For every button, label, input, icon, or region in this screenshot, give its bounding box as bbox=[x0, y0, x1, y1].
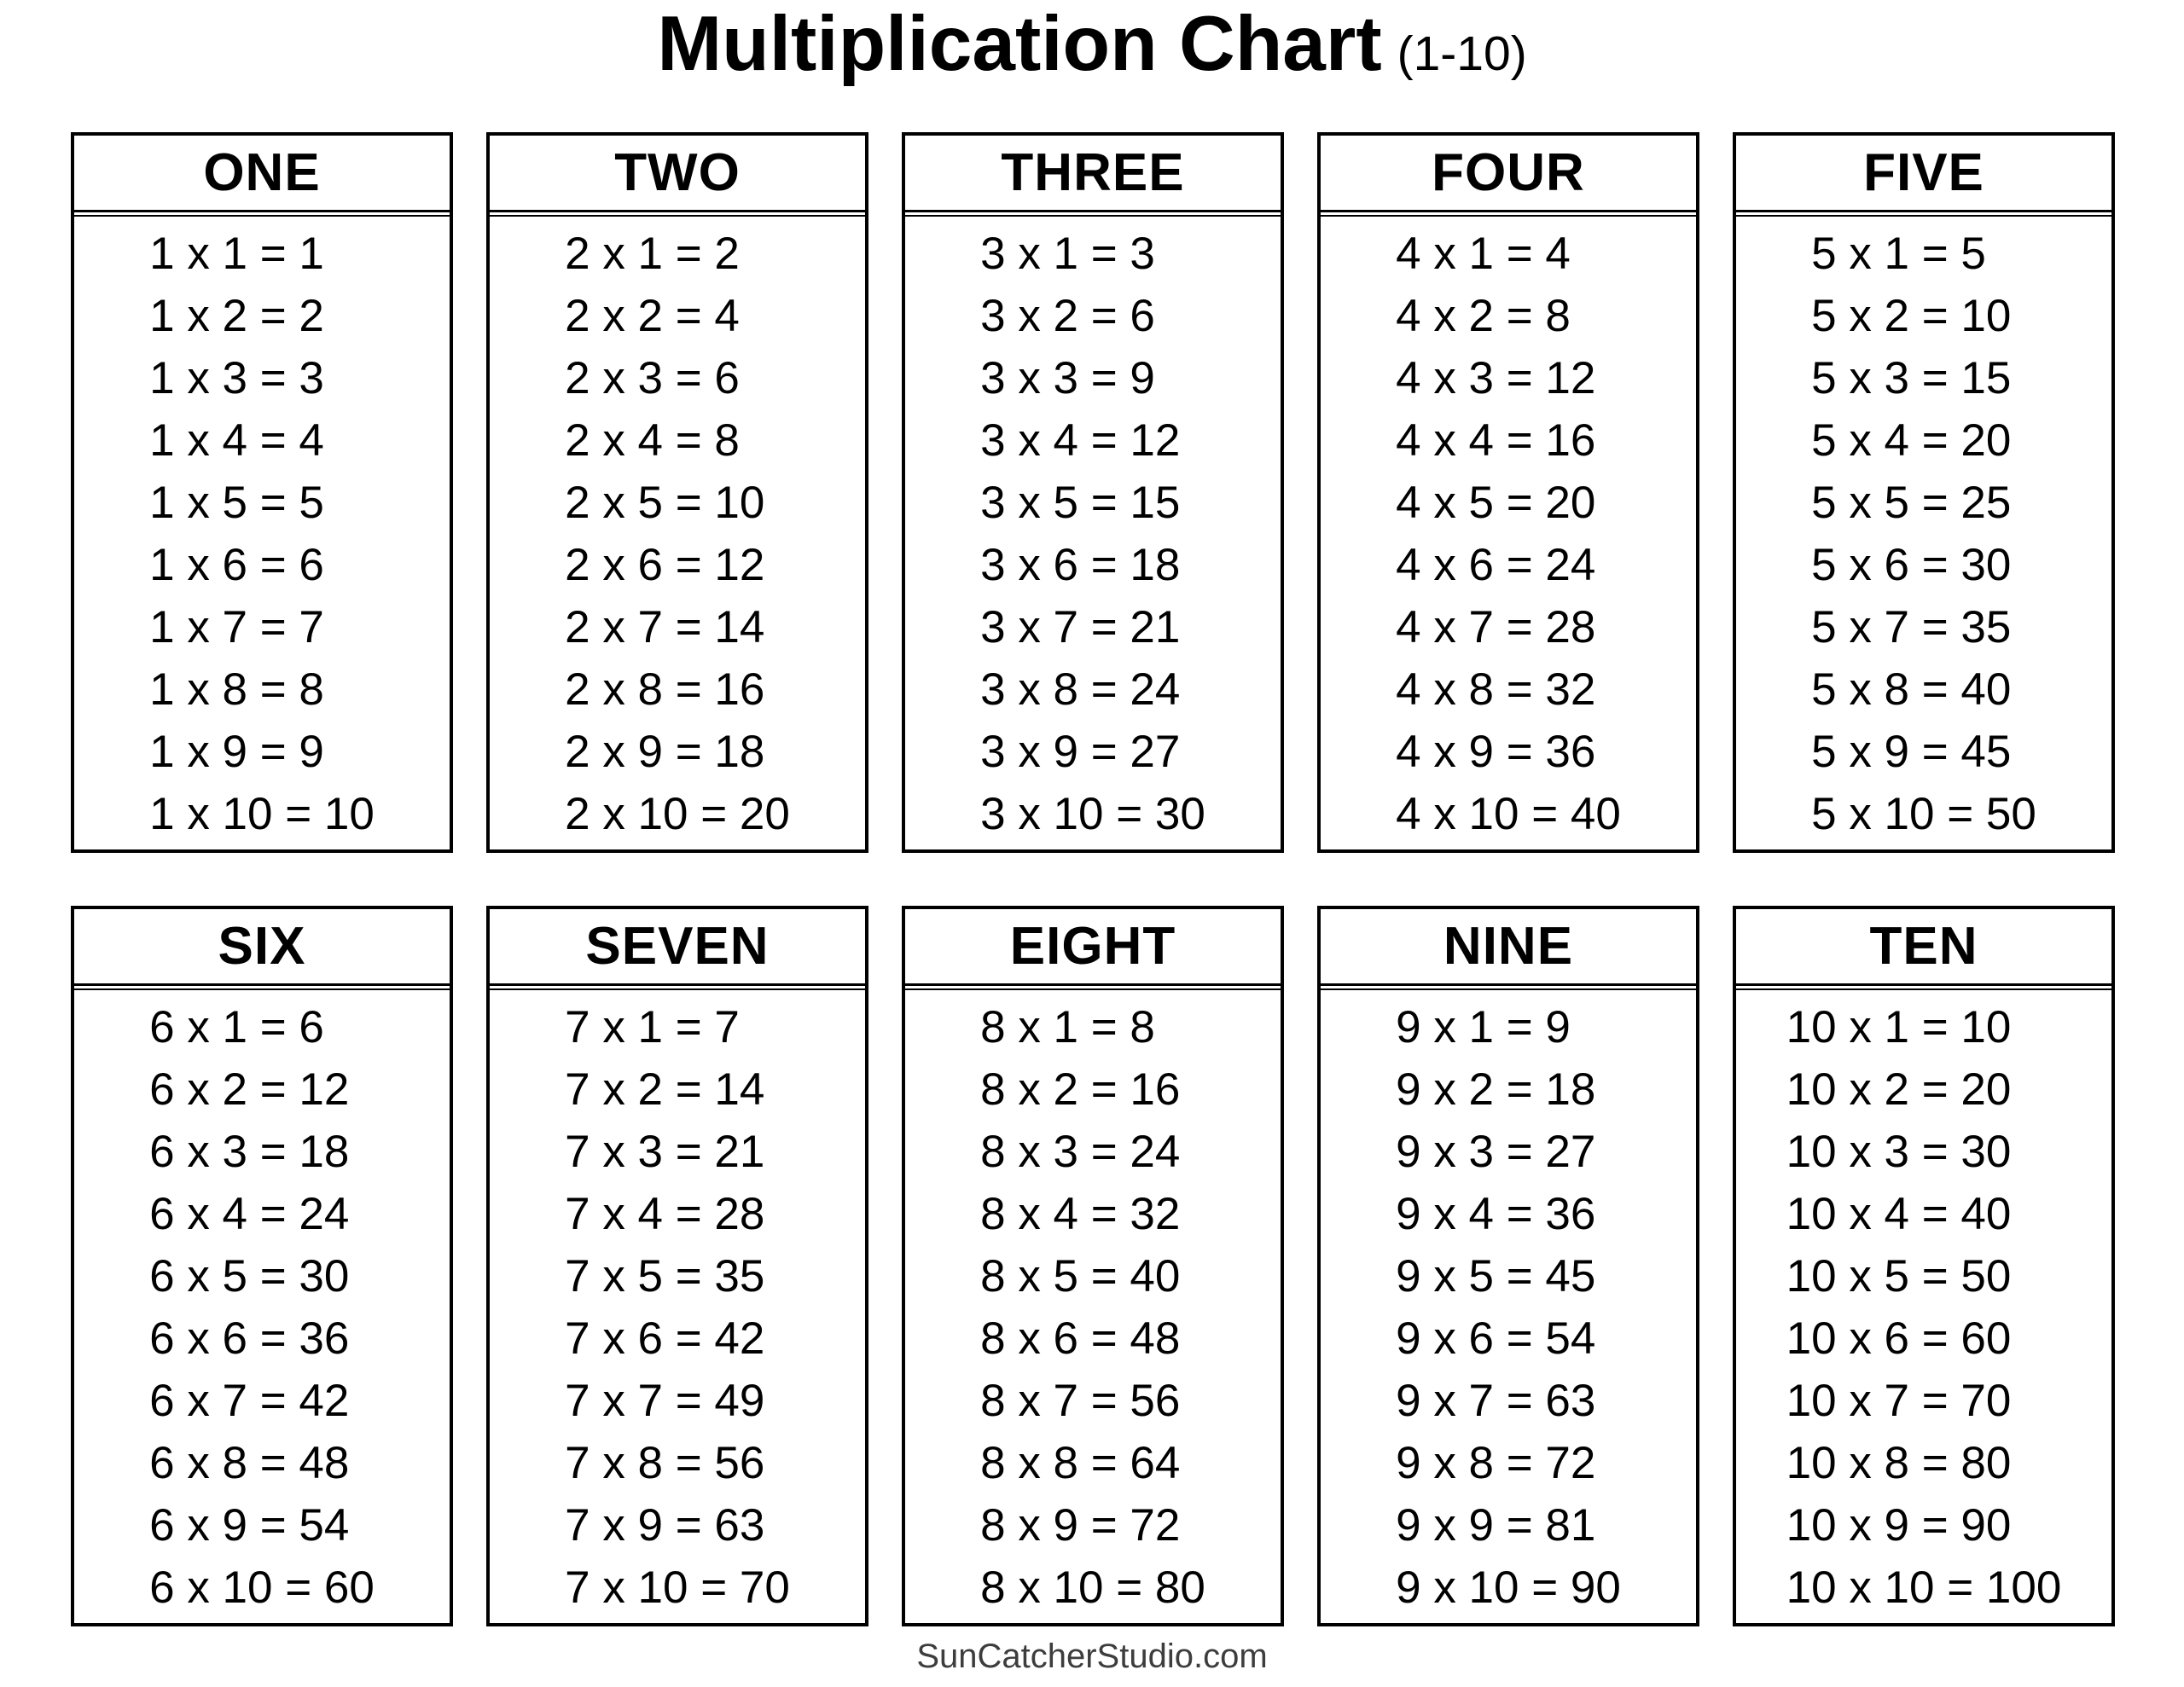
equation-row: 2 x 7 = 14 bbox=[565, 602, 765, 652]
equation-row: 1 x 10 = 10 bbox=[149, 789, 375, 839]
equation-row: 4 x 9 = 36 bbox=[1396, 727, 1596, 777]
equation-row: 10 x 6 = 60 bbox=[1786, 1313, 2012, 1364]
card-equations bbox=[1736, 988, 2111, 1623]
equation-row: 5 x 7 = 35 bbox=[1811, 602, 2012, 652]
times-table-card bbox=[902, 132, 1284, 853]
times-table-card bbox=[71, 132, 453, 853]
equation-row: 1 x 4 = 4 bbox=[149, 415, 324, 466]
equation-row: 1 x 7 = 7 bbox=[149, 602, 324, 652]
equation-row: 9 x 1 = 9 bbox=[1396, 1002, 1571, 1052]
card-equations bbox=[1736, 215, 2111, 849]
equation-row: 8 x 1 = 8 bbox=[980, 1002, 1155, 1052]
times-table-card bbox=[1317, 906, 1699, 1626]
equation-row: 3 x 1 = 3 bbox=[980, 229, 1155, 279]
equation-row: 9 x 9 = 81 bbox=[1396, 1500, 1596, 1551]
equation-row: 3 x 10 = 30 bbox=[980, 789, 1205, 839]
equation-row: 9 x 6 = 54 bbox=[1396, 1313, 1596, 1364]
equation-row: 6 x 4 = 24 bbox=[149, 1189, 350, 1239]
equation-row: 8 x 6 = 48 bbox=[980, 1313, 1181, 1364]
card-equations bbox=[74, 988, 450, 1623]
card-equations bbox=[1321, 988, 1696, 1623]
equation-row: 7 x 5 = 35 bbox=[565, 1251, 765, 1301]
card-equations bbox=[490, 988, 865, 1623]
equation-row: 8 x 4 = 32 bbox=[980, 1189, 1181, 1239]
equation-row: 4 x 2 = 8 bbox=[1396, 291, 1571, 341]
equation-row: 8 x 5 = 40 bbox=[980, 1251, 1181, 1301]
equation-row: 5 x 6 = 30 bbox=[1811, 540, 2012, 590]
equation-row: 4 x 1 = 4 bbox=[1396, 229, 1571, 279]
equation-row: 6 x 2 = 12 bbox=[149, 1064, 350, 1115]
equation-row: 5 x 3 = 15 bbox=[1811, 353, 2012, 403]
equation-row: 5 x 1 = 5 bbox=[1811, 229, 1986, 279]
equation-block bbox=[1786, 996, 2062, 1619]
equation-row: 6 x 7 = 42 bbox=[149, 1376, 350, 1426]
equation-block bbox=[980, 996, 1205, 1619]
equation-row: 5 x 9 = 45 bbox=[1811, 727, 2012, 777]
equation-row: 10 x 9 = 90 bbox=[1786, 1500, 2012, 1551]
page-title-main: Multiplication Chart bbox=[657, 1, 1382, 87]
times-table-card bbox=[1733, 906, 2115, 1626]
equation-row: 10 x 5 = 50 bbox=[1786, 1251, 2012, 1301]
equation-row: 6 x 1 = 6 bbox=[149, 1002, 324, 1052]
equation-block bbox=[565, 996, 790, 1619]
equation-row: 4 x 3 = 12 bbox=[1396, 353, 1596, 403]
card-title: FOUR bbox=[1321, 136, 1696, 212]
equation-row: 10 x 2 = 20 bbox=[1786, 1064, 2012, 1115]
page-title bbox=[0, 0, 2184, 102]
equation-row: 7 x 10 = 70 bbox=[565, 1562, 790, 1613]
equation-row: 8 x 9 = 72 bbox=[980, 1500, 1181, 1551]
equation-row: 9 x 8 = 72 bbox=[1396, 1438, 1596, 1488]
equation-row: 4 x 5 = 20 bbox=[1396, 478, 1596, 528]
equation-row: 8 x 3 = 24 bbox=[980, 1127, 1181, 1177]
equation-row: 4 x 7 = 28 bbox=[1396, 602, 1596, 652]
equation-row: 7 x 7 = 49 bbox=[565, 1376, 765, 1426]
equation-row: 10 x 4 = 40 bbox=[1786, 1189, 2012, 1239]
equation-block bbox=[980, 223, 1205, 845]
equation-row: 9 x 2 = 18 bbox=[1396, 1064, 1596, 1115]
card-equations bbox=[74, 215, 450, 849]
equation-row: 2 x 1 = 2 bbox=[565, 229, 740, 279]
equation-row: 4 x 8 = 32 bbox=[1396, 664, 1596, 715]
equation-row: 7 x 9 = 63 bbox=[565, 1500, 765, 1551]
equation-row: 1 x 9 = 9 bbox=[149, 727, 324, 777]
equation-row: 7 x 8 = 56 bbox=[565, 1438, 765, 1488]
card-title: NINE bbox=[1321, 909, 1696, 986]
equation-block bbox=[565, 223, 790, 845]
card-title: EIGHT bbox=[905, 909, 1281, 986]
equation-row: 1 x 8 = 8 bbox=[149, 664, 324, 715]
equation-row: 2 x 2 = 4 bbox=[565, 291, 740, 341]
equation-row: 1 x 6 = 6 bbox=[149, 540, 324, 590]
equation-row: 2 x 10 = 20 bbox=[565, 789, 790, 839]
page-title-range: (1-10) bbox=[1397, 26, 1527, 81]
card-equations bbox=[905, 988, 1281, 1623]
equation-block bbox=[1811, 223, 2036, 845]
equation-row: 9 x 4 = 36 bbox=[1396, 1189, 1596, 1239]
equation-row: 2 x 6 = 12 bbox=[565, 540, 765, 590]
equation-row: 1 x 1 = 1 bbox=[149, 229, 324, 279]
equation-row: 2 x 9 = 18 bbox=[565, 727, 765, 777]
equation-row: 3 x 4 = 12 bbox=[980, 415, 1181, 466]
card-title: SEVEN bbox=[490, 909, 865, 986]
card-equations bbox=[490, 215, 865, 849]
equation-row: 8 x 8 = 64 bbox=[980, 1438, 1181, 1488]
equation-row: 3 x 3 = 9 bbox=[980, 353, 1155, 403]
equation-row: 6 x 3 = 18 bbox=[149, 1127, 350, 1177]
equation-row: 10 x 8 = 80 bbox=[1786, 1438, 2012, 1488]
equation-row: 10 x 10 = 100 bbox=[1786, 1562, 2062, 1613]
equation-row: 5 x 8 = 40 bbox=[1811, 664, 2012, 715]
card-title: TWO bbox=[490, 136, 865, 212]
times-table-card bbox=[902, 906, 1284, 1626]
cards-grid bbox=[71, 132, 2115, 1626]
equation-row: 6 x 6 = 36 bbox=[149, 1313, 350, 1364]
equation-row: 2 x 4 = 8 bbox=[565, 415, 740, 466]
equation-row: 3 x 9 = 27 bbox=[980, 727, 1181, 777]
equation-row: 6 x 5 = 30 bbox=[149, 1251, 350, 1301]
equation-row: 5 x 4 = 20 bbox=[1811, 415, 2012, 466]
equation-row: 9 x 10 = 90 bbox=[1396, 1562, 1621, 1613]
times-table-card bbox=[486, 906, 868, 1626]
equation-row: 7 x 3 = 21 bbox=[565, 1127, 765, 1177]
equation-row: 5 x 10 = 50 bbox=[1811, 789, 2036, 839]
equation-row: 4 x 4 = 16 bbox=[1396, 415, 1596, 466]
equation-row: 7 x 4 = 28 bbox=[565, 1189, 765, 1239]
times-table-card bbox=[486, 132, 868, 853]
times-table-card bbox=[1733, 132, 2115, 853]
equation-row: 6 x 10 = 60 bbox=[149, 1562, 375, 1613]
times-table-card bbox=[71, 906, 453, 1626]
equation-row: 10 x 7 = 70 bbox=[1786, 1376, 2012, 1426]
equation-row: 3 x 2 = 6 bbox=[980, 291, 1155, 341]
equation-row: 9 x 7 = 63 bbox=[1396, 1376, 1596, 1426]
equation-row: 9 x 5 = 45 bbox=[1396, 1251, 1596, 1301]
equation-block bbox=[149, 996, 375, 1619]
equation-row: 5 x 2 = 10 bbox=[1811, 291, 2012, 341]
watermark-text: SunCatcherStudio.com bbox=[916, 1638, 1268, 1675]
equation-row: 6 x 9 = 54 bbox=[149, 1500, 350, 1551]
equation-row: 1 x 5 = 5 bbox=[149, 478, 324, 528]
equation-row: 3 x 5 = 15 bbox=[980, 478, 1181, 528]
equation-row: 10 x 1 = 10 bbox=[1786, 1002, 2012, 1052]
equation-row: 3 x 6 = 18 bbox=[980, 540, 1181, 590]
equation-row: 9 x 3 = 27 bbox=[1396, 1127, 1596, 1177]
equation-row: 3 x 7 = 21 bbox=[980, 602, 1181, 652]
equation-row: 8 x 7 = 56 bbox=[980, 1376, 1181, 1426]
equation-block bbox=[1396, 996, 1621, 1619]
times-table-card bbox=[1317, 132, 1699, 853]
equation-row: 5 x 5 = 25 bbox=[1811, 478, 2012, 528]
equation-row: 1 x 2 = 2 bbox=[149, 291, 324, 341]
equation-row: 7 x 1 = 7 bbox=[565, 1002, 740, 1052]
equation-block bbox=[149, 223, 375, 845]
card-title: THREE bbox=[905, 136, 1281, 212]
card-title: TEN bbox=[1736, 909, 2111, 986]
card-title: FIVE bbox=[1736, 136, 2111, 212]
equation-row: 4 x 10 = 40 bbox=[1396, 789, 1621, 839]
equation-row: 7 x 2 = 14 bbox=[565, 1064, 765, 1115]
equation-block bbox=[1396, 223, 1621, 845]
equation-row: 1 x 3 = 3 bbox=[149, 353, 324, 403]
card-equations bbox=[1321, 215, 1696, 849]
equation-row: 2 x 5 = 10 bbox=[565, 478, 765, 528]
card-title: SIX bbox=[74, 909, 450, 986]
equation-row: 8 x 2 = 16 bbox=[980, 1064, 1181, 1115]
equation-row: 8 x 10 = 80 bbox=[980, 1562, 1205, 1613]
equation-row: 2 x 3 = 6 bbox=[565, 353, 740, 403]
card-equations bbox=[905, 215, 1281, 849]
equation-row: 6 x 8 = 48 bbox=[149, 1438, 350, 1488]
equation-row: 7 x 6 = 42 bbox=[565, 1313, 765, 1364]
equation-row: 3 x 8 = 24 bbox=[980, 664, 1181, 715]
equation-row: 10 x 3 = 30 bbox=[1786, 1127, 2012, 1177]
equation-row: 4 x 6 = 24 bbox=[1396, 540, 1596, 590]
equation-row: 2 x 8 = 16 bbox=[565, 664, 765, 715]
card-title: ONE bbox=[74, 136, 450, 212]
